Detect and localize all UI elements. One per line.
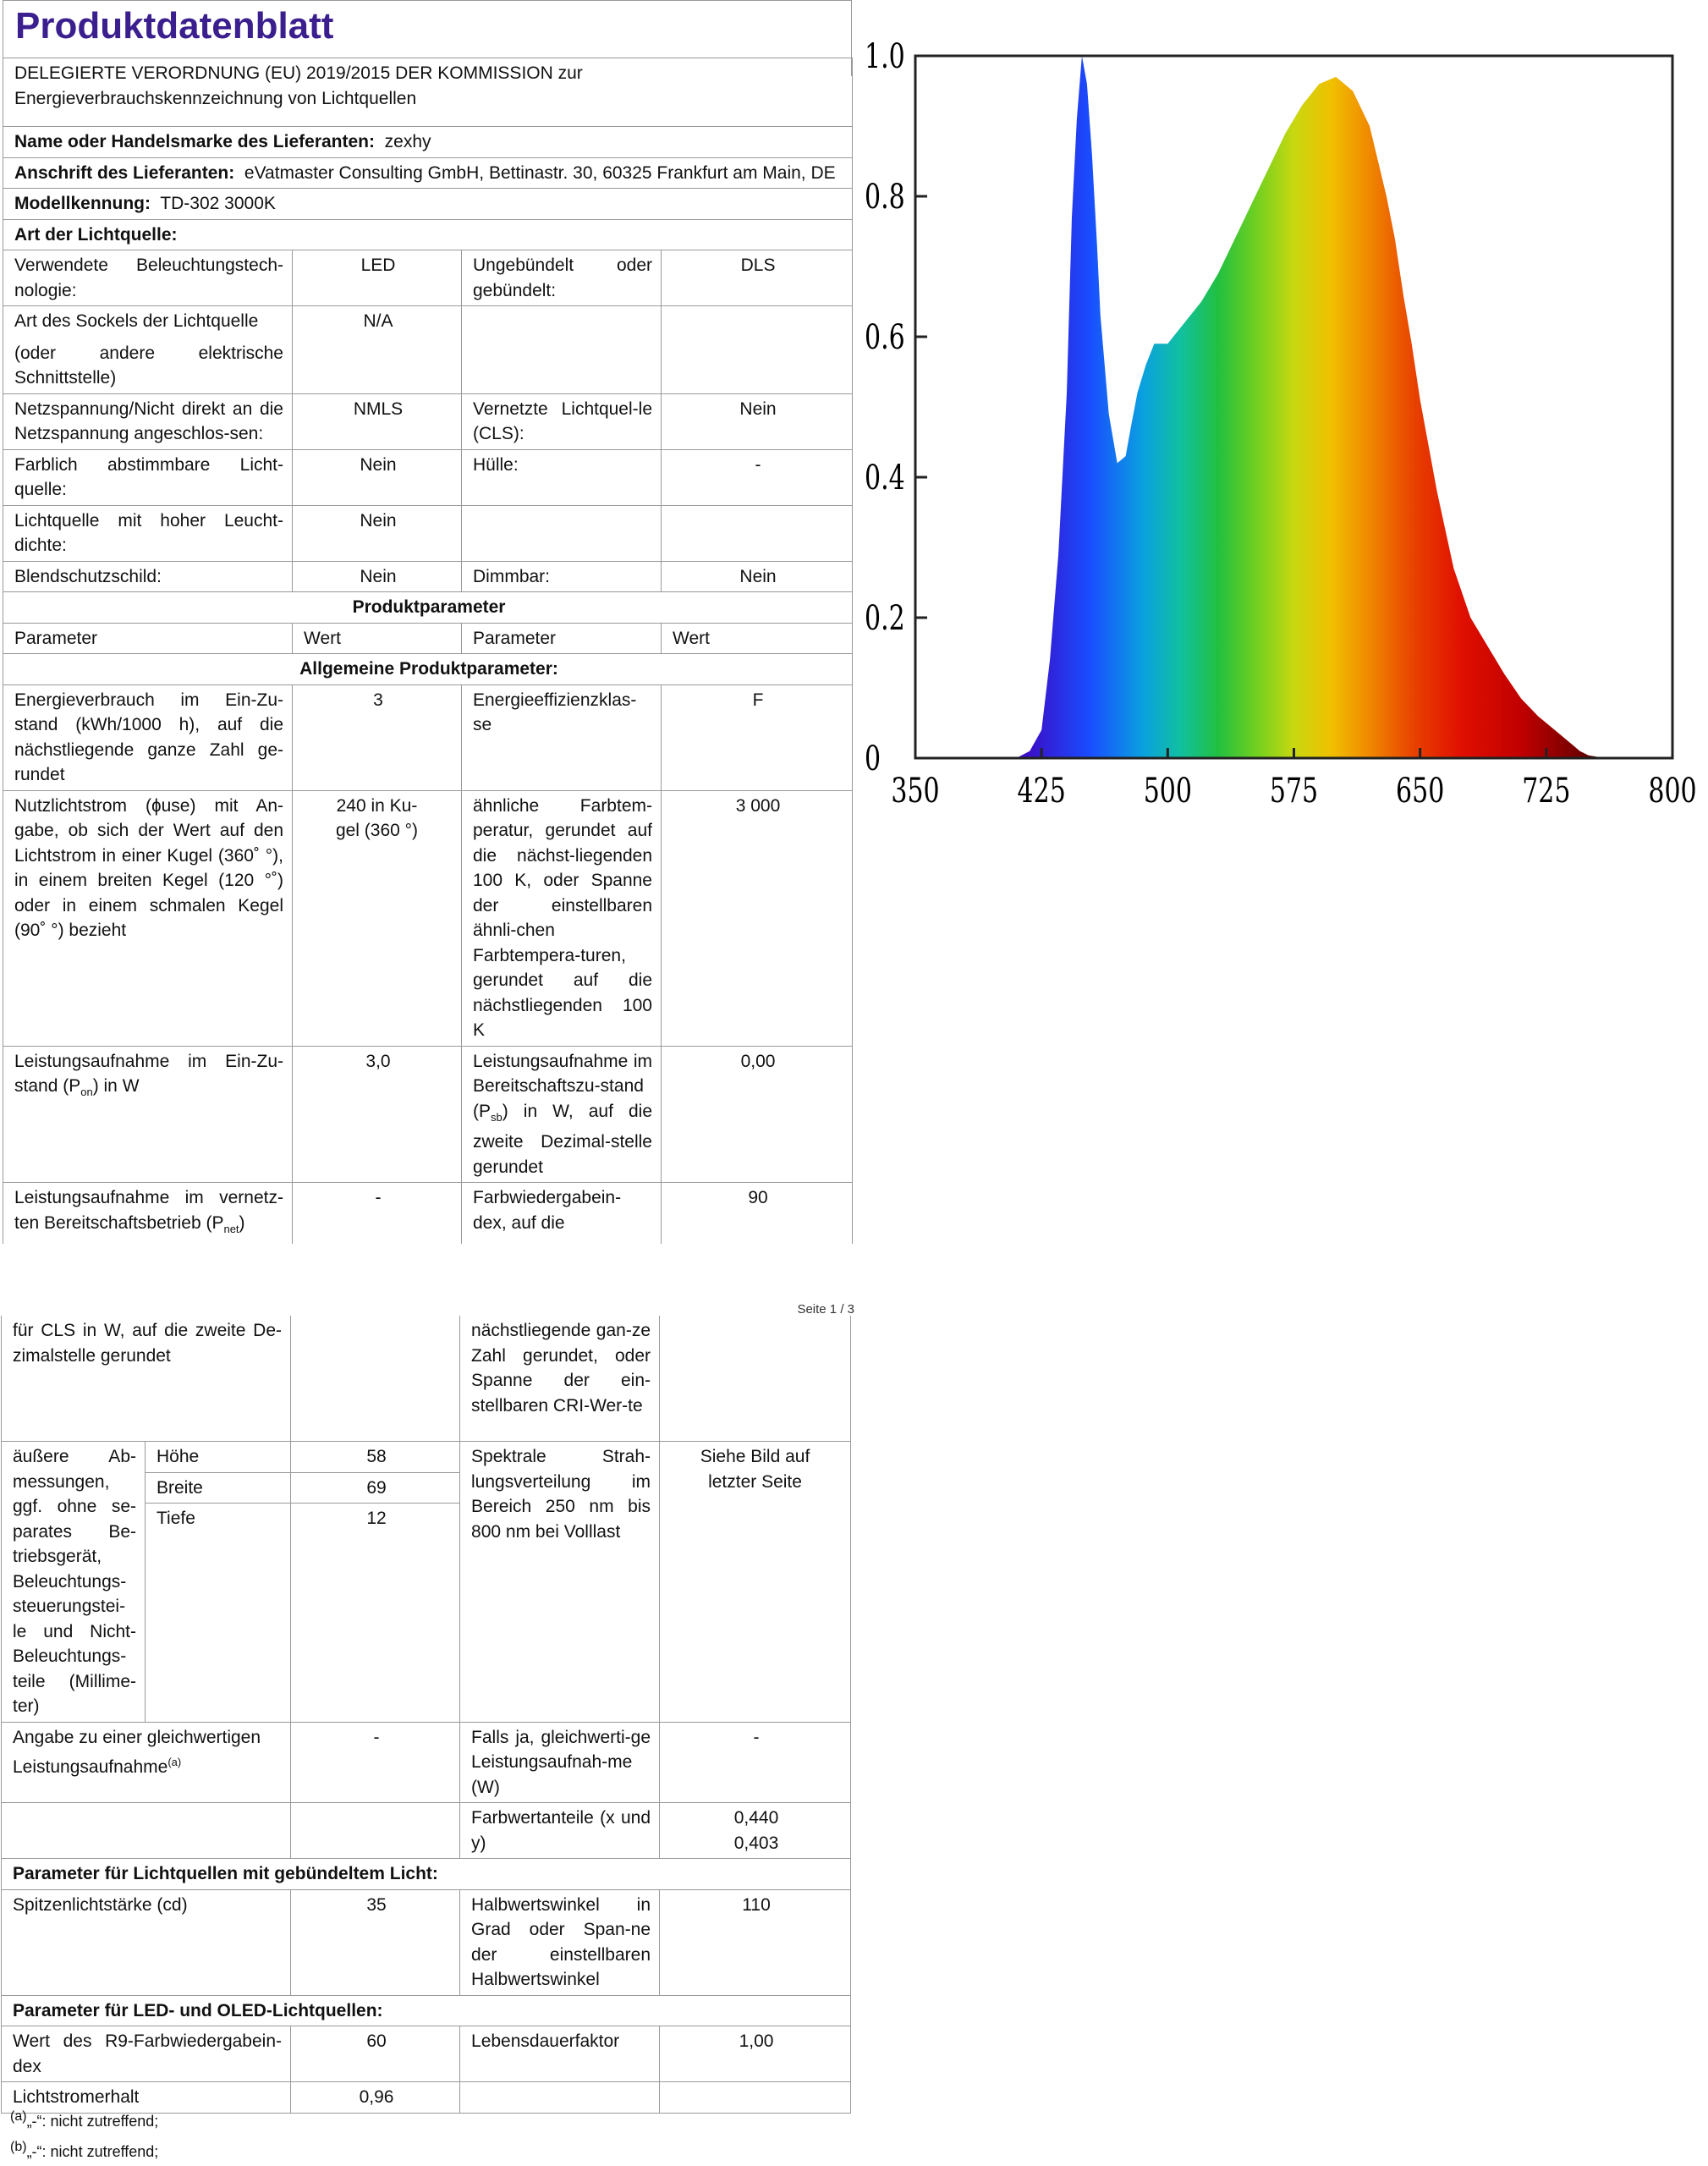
param-label: Energieverbrauch im Ein-Zu-stand (kWh/1000 h), auf die nächstliegende ganze Zahl ge-rundet <box>3 684 293 790</box>
param-row <box>3 790 853 1046</box>
type-value: NMLS <box>293 393 462 449</box>
param-value <box>660 1316 851 1442</box>
y-tick-label: 1.0 <box>865 36 905 77</box>
type-value <box>662 306 853 394</box>
led-params-header: Parameter für LED- und OLED-Lichtquellen: <box>2 1995 851 2026</box>
model-row <box>3 189 853 220</box>
directional-params-header: Parameter für Lichtquellen mit gebündeltem Licht: <box>2 1859 851 1890</box>
y-tick-label: 0.2 <box>865 598 905 639</box>
type-label: Verwendete Beleuchtungstech-nologie: <box>3 250 293 306</box>
param-value: 35 <box>291 1889 460 1995</box>
type-label: Dimmbar: <box>462 561 662 592</box>
param-label: Falls ja, gleichwerti-ge Leistungsaufnah-me (W) <box>460 1722 660 1803</box>
param-label: Nutzlichtstrom (ɸuse) mit An-gabe, ob sich der Wert auf den Lichtstrom in einer Kugel (360˚ °), in einem breiten Kegel (120 °˚) oder in einem schmalen Kegel (90˚ °) bezieht <box>3 790 293 1046</box>
type-label: Farblich abstimmbare Licht-quelle: <box>3 449 293 505</box>
page-title: Produktdatenblatt <box>15 5 334 47</box>
model-label: Modellkennung: <box>14 194 151 213</box>
supplier-row <box>3 127 853 158</box>
address-label: Anschrift des Lieferanten: <box>14 162 235 183</box>
param-label: Leistungsaufnahme im vernetz-ten Bereitschaftsbetrieb $(P_{net})$ <box>3 1183 293 1245</box>
x-tick-label: 650 <box>1396 771 1445 811</box>
type-row <box>3 505 853 561</box>
address-value: eVatmaster Consulting GmbH, Bettinastr. 30, 60325 Frankfurt am Main, DE <box>244 162 836 183</box>
param-value <box>291 1316 460 1442</box>
spd-label: Spektrale Strah-lungsverteilung im Bereich 250 nm bis 800 nm bei Volllast <box>460 1442 660 1723</box>
x-tick-label: 725 <box>1522 771 1571 811</box>
param-row <box>3 1183 853 1245</box>
type-row <box>3 449 853 505</box>
param-value: 3 <box>293 684 462 790</box>
col-param-header: Parameter <box>3 623 293 654</box>
col-param-header: Parameter <box>462 623 662 654</box>
type-row <box>3 561 853 592</box>
footnote-b: $^{(b)}$„-“: nicht zutreffend; <box>10 2140 159 2160</box>
type-value: - <box>662 449 853 505</box>
type-label <box>462 306 662 394</box>
type-row <box>3 393 853 449</box>
x-tick-label: 800 <box>1648 771 1697 811</box>
type-label <box>3 306 293 394</box>
type-value: DLS <box>662 250 853 306</box>
regulation-cell <box>3 58 853 127</box>
param-row <box>2 1803 851 1859</box>
x-tick-label: 500 <box>1143 771 1192 811</box>
param-value: 1,00 <box>660 2026 851 2082</box>
y-tick-label: 0.8 <box>865 177 905 217</box>
type-value: N/A <box>293 306 462 394</box>
type-label: Vernetzte Lichtquel-le (CLS): <box>462 393 662 449</box>
param-value: 110 <box>660 1889 851 1995</box>
param-value <box>660 1803 851 1859</box>
param-label: ähnliche Farbtem-peratur, gerundet auf die nächst-liegenden 100 K, oder Spanne der einstellbaren ähnli-chen Farbtempera-turen, gerundet auf die nächstliegenden 100 K <box>462 790 662 1046</box>
dim-height-value: 58 <box>291 1442 460 1473</box>
col-value-header: Wert <box>293 623 462 654</box>
param-row <box>2 2026 851 2082</box>
type-value: Nein <box>662 561 853 592</box>
type-label: Ungebündelt oder gebündelt: <box>462 250 662 306</box>
dim-height-label: Höhe <box>146 1442 291 1473</box>
supplier-value: zexhy <box>384 132 431 151</box>
dim-width-value: 69 <box>291 1472 460 1504</box>
y-tick-label: 0 <box>865 739 881 779</box>
y-tick-label: 0.6 <box>865 317 905 358</box>
param-row <box>2 1889 851 1995</box>
page-number: Seite 1 / 3 <box>797 1302 854 1317</box>
type-row <box>3 250 853 306</box>
param-label: Spitzenlichtstärke (cd) <box>2 1889 291 1995</box>
type-value: Nein <box>662 393 853 449</box>
cap-type-label: Art des Sockels der Lichtquelle <box>14 311 259 331</box>
type-value: Nein <box>293 561 462 592</box>
param-value: 3 000 <box>662 790 853 1046</box>
sheet-page1 <box>3 58 853 1244</box>
sheet-page2 <box>1 1316 851 2114</box>
general-params-header: Allgemeine Produktparameter: <box>3 654 853 685</box>
x-tick-label: 350 <box>891 771 940 811</box>
param-value: - <box>660 1722 851 1803</box>
dim-depth-label: Tiefe <box>146 1504 291 1722</box>
param-value: 90 <box>662 1183 853 1245</box>
param-label: Farbwiedergabein-dex, auf die <box>462 1183 662 1245</box>
param-label: Lebensdauerfaktor <box>460 2026 660 2082</box>
param-value: 0,96 <box>291 2082 460 2114</box>
param-label: Angabe zu einer gleichwertigen Leistungsaufnahme$^{(a)}$ <box>2 1722 291 1803</box>
param-label: Lichtstromerhalt <box>2 2082 291 2114</box>
param-label: Wert des R9-Farbwiedergabein-dex <box>2 2026 291 2082</box>
type-label: Hülle: <box>462 449 662 505</box>
dim-depth-value: 12 <box>291 1504 460 1722</box>
type-label: Blendschutzschild: <box>3 561 293 592</box>
type-value: Nein <box>293 505 462 561</box>
regulation-line2: Energieverbrauchskennzeichnung von Lichtquellen <box>14 88 417 108</box>
dim-width-label: Breite <box>146 1472 291 1504</box>
param-label: Energieeffizienzklas-se <box>462 684 662 790</box>
y-tick-label: 0.4 <box>865 458 905 498</box>
col-value-header: Wert <box>662 623 853 654</box>
param-label: nächstliegende gan-ze Zahl gerundet, oder Spanne der ein-stellbaren CRI-Wer-te <box>460 1316 660 1442</box>
spd-value: Siehe Bild auf letzter Seite <box>660 1442 851 1723</box>
param-label: Leistungsaufnahme im Bereitschaftszu-stand $(P_{sb})$ in W, auf die zweite Dezimal-stelle gerundet <box>462 1046 662 1183</box>
model-value: TD-302 3000K <box>160 194 276 213</box>
param-row <box>2 1316 851 1442</box>
x-tick-label: 575 <box>1269 771 1319 811</box>
dimensions-label: äußere Ab-messungen, ggf. ohne se-parates Be-triebsgerät, Beleuchtungs-steuerungstei-le und Nicht-Beleuchtungs-teile (Millime-ter) <box>2 1442 146 1723</box>
param-label: für CLS in W, auf die zweite De-zimalstelle gerundet <box>2 1316 291 1442</box>
param-value: 3,0 <box>293 1046 462 1183</box>
light-type-header: Art der Lichtquelle: <box>3 219 853 250</box>
type-label: Netzspannung/Nicht direkt an die Netzspannung angeschlos-sen: <box>3 393 293 449</box>
param-row <box>3 684 853 790</box>
type-row <box>3 306 853 394</box>
param-label: Leistungsaufnahme im Ein-Zu-stand $(P_{on})$ in W <box>3 1046 293 1183</box>
type-label <box>462 505 662 561</box>
param-value: F <box>662 684 853 790</box>
param-value: - <box>293 1183 462 1245</box>
cap-type-label-cont: (oder andere elektrische Schnittstelle) <box>14 343 283 388</box>
param-row <box>3 1046 853 1183</box>
param-value: 0,00 <box>662 1046 853 1183</box>
regulation-line1: DELEGIERTE VERORDNUNG (EU) 2019/2015 DER KOMMISSION zur <box>14 63 583 83</box>
param-row <box>2 1722 851 1803</box>
type-label: Lichtquelle mit hoher Leucht-dichte: <box>3 505 293 561</box>
product-params-header: Produktparameter <box>3 592 853 624</box>
address-row <box>3 157 853 189</box>
supplier-label: Name oder Handelsmarke des Lieferanten: <box>14 132 375 151</box>
spectrum-area <box>915 56 1605 758</box>
param-row <box>2 1442 851 1473</box>
param-value: 60 <box>291 2026 460 2082</box>
param-value: - <box>291 1722 460 1803</box>
spectrum-chart <box>854 25 1708 855</box>
param-label: Halbwertswinkel in Grad oder Span-ne der einstellbaren Halbwertswinkel <box>460 1889 660 1995</box>
chroma-x: 0,440 <box>733 1808 779 1828</box>
footnote-a: $^{(a)}$„-“: nicht zutreffend; <box>10 2109 159 2130</box>
type-value: Nein <box>293 449 462 505</box>
type-value <box>662 505 853 561</box>
chroma-y: 0,403 <box>733 1833 779 1853</box>
column-header-row <box>3 623 853 654</box>
x-tick-label: 425 <box>1017 771 1066 811</box>
param-label: Farbwertanteile (x und y) <box>460 1803 660 1859</box>
type-value: LED <box>293 250 462 306</box>
param-value: 240 in Ku-gel (360 °) <box>293 790 462 1046</box>
